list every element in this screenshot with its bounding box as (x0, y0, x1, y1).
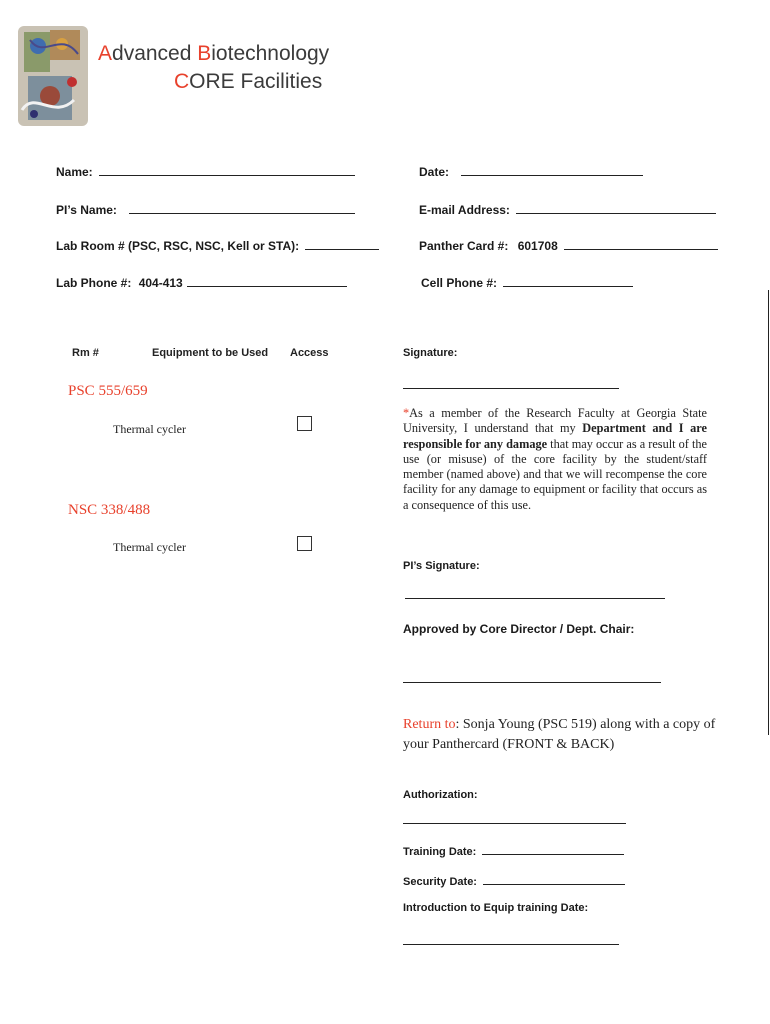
lab-phone-line[interactable] (187, 275, 347, 287)
column-header-access: Access (290, 347, 329, 359)
access-checkbox[interactable] (297, 536, 312, 551)
email-label: E-mail Address: (419, 203, 510, 217)
lab-phone-value: 404-413 (138, 276, 183, 290)
cell-phone-line[interactable] (503, 275, 633, 287)
equipment-name: Thermal cycler (113, 540, 186, 554)
approval-signature-line[interactable] (403, 682, 661, 683)
disclaimer-emphasis: Department and I are responsible for any damage (403, 421, 707, 451)
lab-room-label: Lab Room # (PSC, RSC, NSC, Kell or STA): (56, 239, 300, 253)
cell-phone-field[interactable] (421, 275, 633, 290)
security-date-line[interactable] (483, 873, 625, 885)
signature-label: Signature: (403, 347, 458, 359)
intro-training-line[interactable] (403, 944, 619, 945)
security-date-label: Security Date: (403, 876, 477, 888)
lab-room-field[interactable] (56, 238, 379, 253)
molecule-collage-icon (14, 20, 104, 132)
date-label: Date: (419, 165, 450, 179)
return-instructions: Return to: Sonja Young (PSC 519) along with a copy of your Panthercard (FRONT & BACK) (403, 717, 716, 752)
pi-name-field[interactable] (56, 202, 355, 217)
security-date-field[interactable] (403, 873, 625, 888)
access-checkbox[interactable] (297, 416, 312, 431)
date-line[interactable] (461, 164, 643, 176)
disclaimer-asterisk: * (403, 406, 410, 420)
liability-disclaimer: *As a member of the Research Faculty at Georgia State University, I understand that my Department and I are responsible for any damage that may occur as a result of the use (or misuse) of the core facility by the student/staff member (named above) and that we will recompense the core facility for any damage to equipment or facility that occurs as a consequence of this use. (403, 406, 707, 512)
pi-signature-label: PI’s Signature: (403, 560, 480, 572)
lab-phone-field[interactable] (56, 275, 347, 290)
room-location: NSC 338/488 (68, 502, 151, 518)
column-header-rm: Rm # (72, 347, 99, 359)
date-field[interactable] (419, 164, 643, 179)
logo-title-line1: Advanced Biotechnology (98, 42, 330, 65)
logo-title-line2: CORE Facilities (174, 70, 323, 93)
room-location: PSC 555/659 (68, 383, 148, 399)
name-field[interactable] (56, 164, 355, 179)
authorization-label: Authorization: (403, 789, 478, 801)
intro-training-label: Introduction to Equip training Date: (403, 902, 589, 914)
authorization-line[interactable] (403, 823, 626, 824)
email-line[interactable] (516, 202, 716, 214)
pi-name-line[interactable] (129, 202, 355, 214)
page-edge-rule (768, 290, 769, 735)
cell-phone-label: Cell Phone #: (421, 276, 498, 290)
panther-card-field[interactable] (419, 238, 718, 253)
name-line[interactable] (99, 164, 355, 176)
return-label: Return to (403, 717, 456, 732)
pi-signature-line[interactable] (405, 598, 665, 599)
email-field[interactable] (419, 202, 716, 217)
equipment-name: Thermal cycler (113, 422, 186, 436)
panther-card-line[interactable] (564, 238, 718, 250)
column-header-equipment: Equipment to be Used (152, 347, 269, 359)
approval-label: Approved by Core Director / Dept. Chair: (403, 622, 635, 636)
signature-line[interactable] (403, 388, 619, 389)
name-label: Name: (56, 165, 93, 179)
training-date-field[interactable] (403, 843, 624, 858)
panther-card-value: 601708 (517, 239, 558, 253)
lab-room-line[interactable] (305, 238, 379, 250)
lab-phone-label: Lab Phone #: (56, 276, 132, 290)
training-date-line[interactable] (482, 843, 624, 855)
pi-name-label: PI’s Name: (56, 203, 117, 217)
training-date-label: Training Date: (403, 846, 477, 858)
panther-card-label: Panther Card #: (419, 239, 509, 253)
